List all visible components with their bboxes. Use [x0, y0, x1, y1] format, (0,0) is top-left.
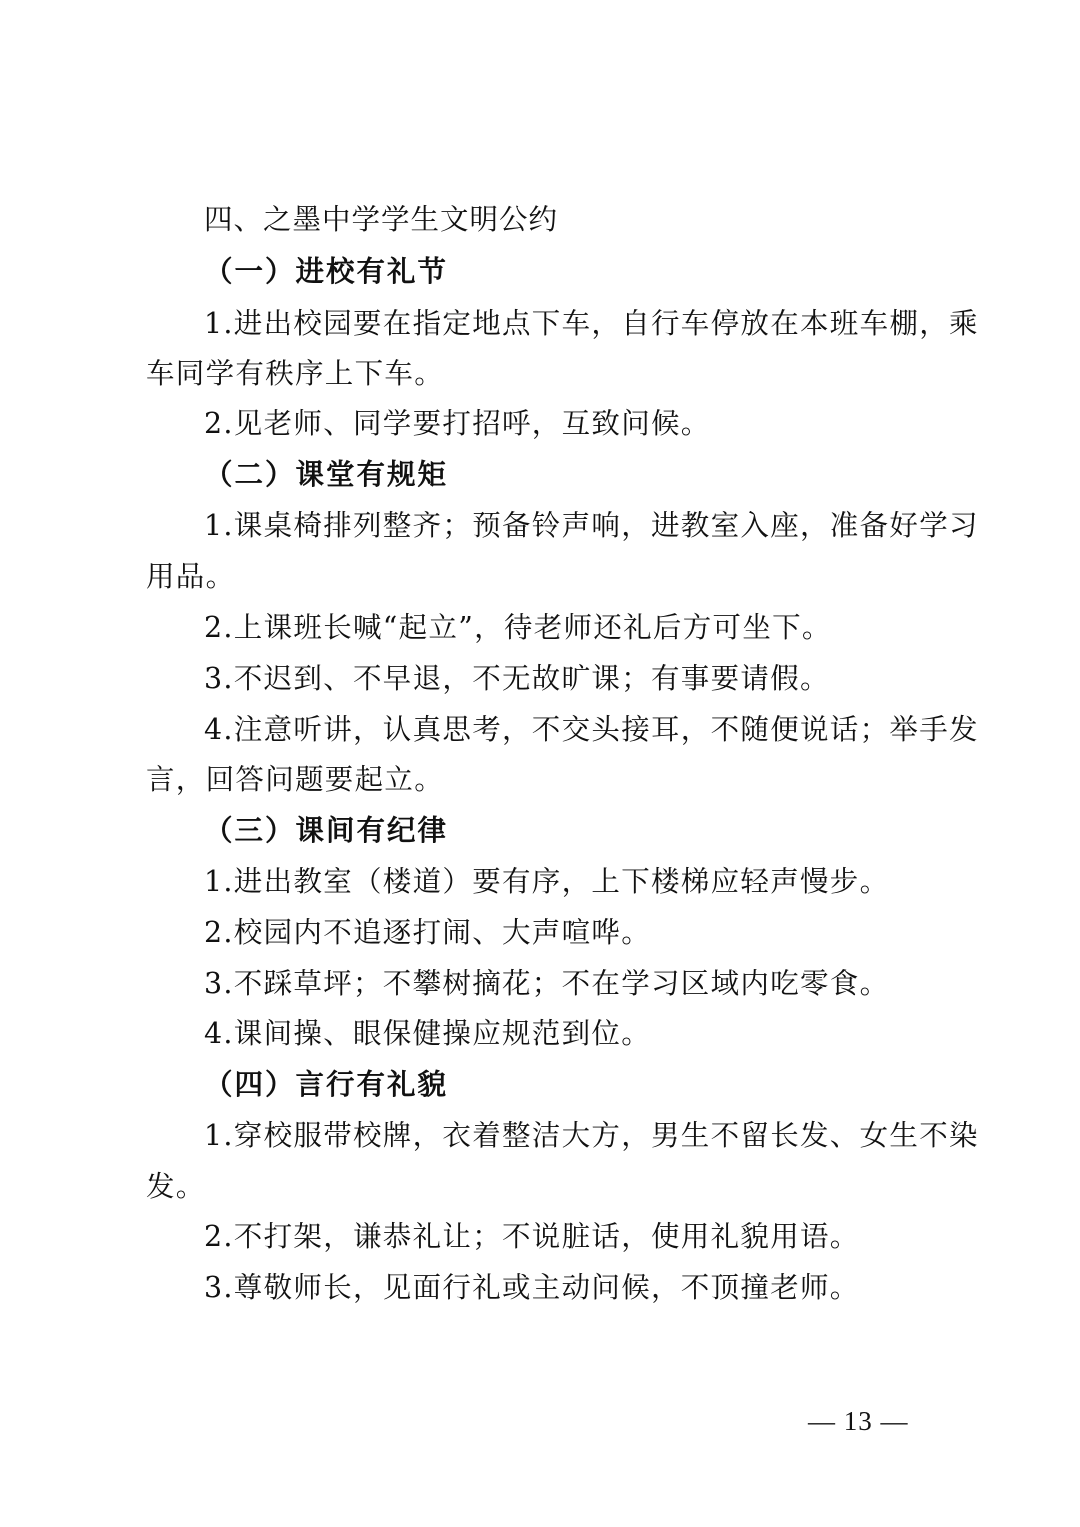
- section-heading-1: （一）进校有礼节: [204, 255, 449, 288]
- section-4-item-3: 3.尊敬师长，见面行礼或主动问候，不顶撞老师。: [204, 1271, 860, 1304]
- section-1-item-2: 2.见老师、同学要打招呼，互致问候。: [204, 407, 711, 440]
- section-2-item-3: 3.不迟到、不早退，不无故旷课；有事要请假。: [204, 662, 830, 695]
- section-1-item-1-line-2: 车同学有秩序上下车。: [146, 357, 445, 390]
- section-heading-2: （二）课堂有规矩: [204, 458, 449, 491]
- section-2-item-1-line-1: 1.课桌椅排列整齐；预备铃声响，进教室入座，准备好学习: [204, 509, 979, 542]
- section-3-item-1: 1.进出教室（楼道）要有序，上下楼梯应轻声慢步。: [204, 865, 890, 898]
- section-4-item-1-line-2: 发。: [146, 1170, 206, 1203]
- section-2-item-4-line-2: 言，回答问题要起立。: [146, 763, 445, 796]
- section-1-item-1-line-1: 1.进出校园要在指定地点下车，自行车停放在本班车棚，乘: [204, 307, 979, 340]
- section-heading-4: （四）言行有礼貌: [204, 1068, 449, 1101]
- section-3-item-3: 3.不踩草坪；不攀树摘花；不在学习区域内吃零食。: [204, 967, 890, 1000]
- section-heading-3: （三）课间有纪律: [204, 814, 449, 847]
- section-4-item-1-line-1: 1.穿校服带校牌，衣着整洁大方，男生不留长发、女生不染: [204, 1119, 979, 1152]
- section-2-item-1-line-2: 用品。: [146, 560, 236, 593]
- section-2-item-4-line-1: 4.注意听讲，认真思考，不交头接耳，不随便说话；举手发: [204, 713, 979, 746]
- section-4-item-2: 2.不打架，谦恭礼让；不说脏话，使用礼貌用语。: [204, 1220, 860, 1253]
- page-number: — 13 —: [808, 1406, 909, 1436]
- section-3-item-4: 4.课间操、眼保健操应规范到位。: [204, 1017, 651, 1050]
- section-3-item-2: 2.校园内不追逐打闹、大声喧哗。: [204, 916, 651, 949]
- section-2-item-2: 2.上课班长喊“起立”，待老师还礼后方可坐下。: [204, 611, 832, 644]
- page-title: 四、之墨中学学生文明公约: [204, 203, 559, 236]
